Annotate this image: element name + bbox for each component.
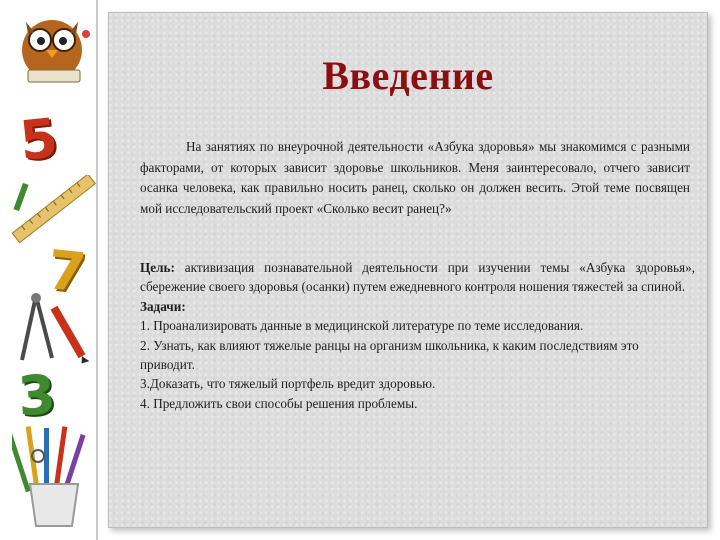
number-three: 3 [15,362,58,429]
task-item: 3.Доказать, что тяжелый портфель вредит здоровью. [140,376,436,392]
pencil-cup-icon [12,426,96,530]
task-item: 1. Проанализировать данные в медицинской литературе по теме исследования. [140,318,584,334]
task-item: 2. Узнать, как влияют тяжелые ранцы на организм школьника, к каким последствиям это приводит. [140,337,639,373]
task-item: 4. Предложить свои способы решения проблемы. [140,395,418,411]
rail-divider [96,0,98,540]
decor-rail [0,0,104,540]
goal-text: активизация познавательной деятельности при изучении темы «Азбука здоровья», сбережение своего здоровья (осанки) путем ежедневного контроля ношения тяжестей за спиной. [140,260,695,295]
goal-and-tasks [140,258,695,413]
tasks-label-line [140,297,695,316]
tasks-label: Задачи: [140,298,186,314]
ruler-icon [8,175,98,245]
intro-paragraph: На занятиях по внеурочной деятельности «Азбука здоровья» мы знакомимся с разными факторами, от которых зависит здоровье школьников. Меня заинтересовало, отчего зависит осанка человека, как правильно носить ранец, сколько он должен весить. Этой теме посвящен мой исследовательский проект «Сколько весит ранец?» [140,139,690,216]
number-five: 5 [16,106,61,173]
slide-title: Введение [322,53,494,98]
goal-paragraph [140,258,695,297]
owl-teacher-icon [6,4,98,88]
goal-label: Цель: [140,260,175,275]
number-seven: 7 [44,238,89,305]
compass-icon [8,290,96,370]
